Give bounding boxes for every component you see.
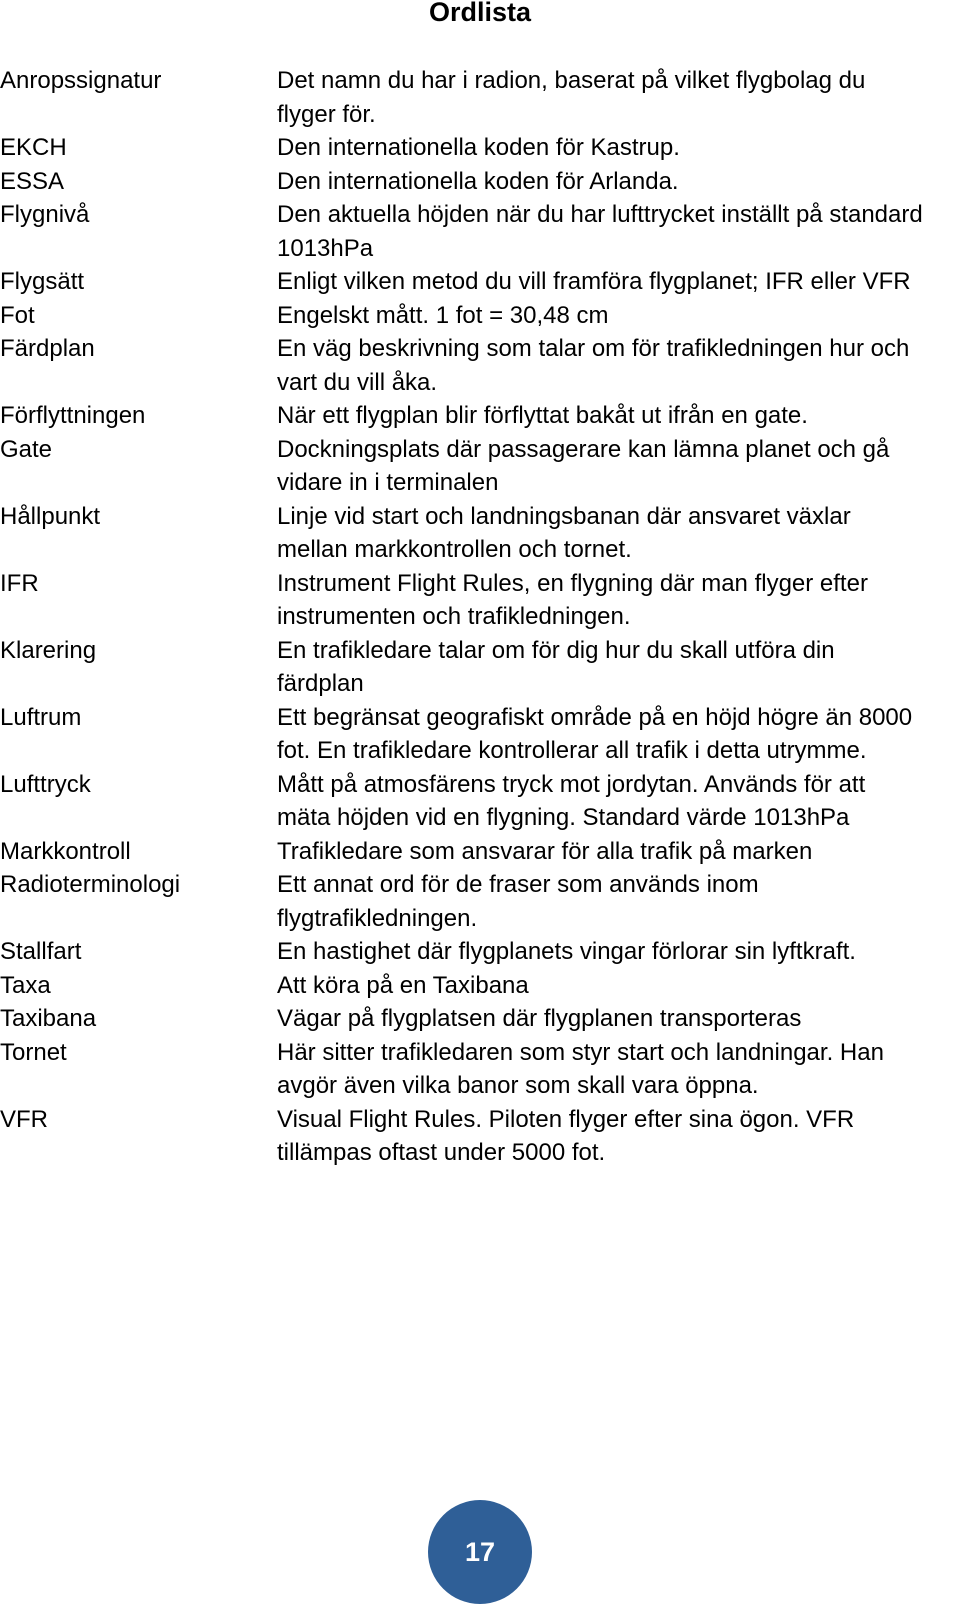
definition-line: vidare in i terminalen [277, 469, 499, 496]
definition-line: flyger för. [277, 100, 376, 128]
definition-line: Instrument Flight Rules, en flygning där man flyger efter [277, 569, 868, 597]
glossary-entry [0, 1002, 960, 1036]
definition-line: Trafikledare som ansvarar för alla trafik på marken [277, 837, 813, 865]
glossary-definition [277, 131, 960, 165]
glossary-entry [0, 332, 960, 399]
glossary-definition [277, 198, 960, 265]
glossary-definition [277, 1103, 960, 1170]
glossary-entry [0, 868, 960, 935]
glossary-entry [0, 567, 960, 634]
definition-line: Att köra på en Taxibana [277, 971, 529, 999]
glossary-definition [277, 868, 960, 935]
definition-line: Dockningsplats där passagerare kan lämna planet och gå [277, 435, 890, 463]
glossary-definition [277, 935, 960, 969]
definition-line: När ett flygplan blir förflyttat bakåt ut ifrån en gate. [277, 402, 808, 429]
glossary-definition [277, 634, 960, 701]
glossary-entry [0, 433, 960, 500]
glossary-entry [0, 165, 960, 199]
glossary-entry [0, 500, 960, 567]
glossary-definition [277, 399, 960, 433]
glossary-definition [277, 1002, 960, 1036]
glossary-entry [0, 265, 960, 299]
definition-line: Enligt vilken metod du vill framföra flygplanet; IFR eller VFR [277, 268, 911, 295]
page-title: Ordlista [428, 0, 532, 27]
glossary-entry [0, 198, 960, 265]
glossary-definition [277, 433, 960, 500]
definition-line: Visual Flight Rules. Piloten flyger efter sina ögon. VFR [277, 1105, 855, 1133]
glossary-term: Lufttryck [0, 770, 91, 798]
definition-line: flygtrafikledningen. [277, 904, 478, 932]
definition-line: 1013hPa [277, 234, 374, 262]
glossary-term: Stallfart [0, 938, 82, 965]
glossary-term: Klarering [0, 636, 97, 664]
page-number-label: 17 [464, 1536, 496, 1567]
page-number-badge [428, 1500, 532, 1604]
definition-line: Ett begränsat geografiskt område på en höjd högre än 8000 [277, 703, 913, 731]
definition-line: mellan markkontrollen och tornet. [277, 536, 632, 563]
glossary-term: Radioterminologi [0, 871, 181, 898]
definition-line: Det namn du har i radion, baserat på vilket flygbolag du [277, 67, 866, 94]
definition-line: tillämpas oftast under 5000 fot. [277, 1139, 606, 1166]
definition-line: En hastighet där flygplanets vingar förlorar sin lyftkraft. [277, 938, 856, 965]
glossary-term: IFR [0, 569, 39, 597]
glossary-definition [277, 500, 960, 567]
definition-line: Den aktuella höjden när du har lufttrycket inställt på standard [277, 201, 923, 228]
definition-line: Den internationella koden för Arlanda. [277, 167, 679, 195]
glossary-definition [277, 1036, 960, 1103]
definition-line: Den internationella koden för Kastrup. [277, 134, 680, 161]
glossary-definition [277, 835, 960, 869]
glossary-definition [277, 701, 960, 768]
glossary-term: EKCH [0, 134, 67, 161]
glossary-definition [277, 165, 960, 199]
glossary-term: Luftrum [0, 703, 82, 731]
glossary-definition [277, 969, 960, 1003]
definition-line: färdplan [277, 670, 364, 697]
glossary-term: Förflyttningen [0, 402, 146, 429]
definition-line: Linje vid start och landningsbanan där ansvaret växlar [277, 502, 851, 530]
glossary-term: Gate [0, 435, 53, 463]
glossary-entry [0, 969, 960, 1003]
glossary-entry [0, 1103, 960, 1170]
definition-line: vart du vill åka. [277, 368, 438, 396]
glossary-term: Taxibana [0, 1005, 97, 1032]
definition-line: En trafikledare talar om för dig hur du skall utföra din [277, 636, 835, 664]
glossary-term: Flygnivå [0, 201, 90, 228]
definition-line: Här sitter trafikledaren som styr start och landningar. Han [277, 1038, 884, 1066]
glossary-term: Flygsätt [0, 268, 85, 295]
definition-line: mäta höjden vid en flygning. Standard värde 1013hPa [277, 804, 850, 831]
definition-line: Vägar på flygplatsen där flygplanen transporteras [277, 1005, 802, 1032]
glossary-entry [0, 835, 960, 869]
glossary-term: Fot [0, 301, 35, 329]
glossary-entry [0, 1036, 960, 1103]
glossary-definition [277, 332, 960, 399]
glossary-definition [277, 768, 960, 835]
glossary-definition [277, 299, 960, 333]
definition-line: En väg beskrivning som talar om för trafikledningen hur och [277, 335, 910, 362]
glossary-term: Markkontroll [0, 837, 131, 865]
glossary-entry [0, 299, 960, 333]
glossary-term: ESSA [0, 167, 65, 195]
glossary-list [0, 64, 960, 1170]
glossary-term: Taxa [0, 971, 51, 999]
definition-line: Engelskt mått. 1 fot = 30,48 cm [277, 301, 609, 329]
glossary-entry [0, 768, 960, 835]
glossary-term: Tornet [0, 1038, 67, 1066]
glossary-entry [0, 935, 960, 969]
definition-line: instrumenten och trafikledningen. [277, 603, 631, 630]
glossary-entry [0, 64, 960, 131]
glossary-definition [277, 265, 960, 299]
definition-line: fot. En trafikledare kontrollerar all trafik i detta utrymme. [277, 737, 867, 764]
glossary-entry [0, 634, 960, 701]
glossary-term: VFR [0, 1105, 48, 1133]
glossary-entry [0, 131, 960, 165]
glossary-entry [0, 399, 960, 433]
glossary-definition [277, 64, 960, 131]
glossary-term: Anropssignatur [0, 67, 162, 94]
glossary-entry [0, 701, 960, 768]
glossary-term: Hållpunkt [0, 502, 101, 530]
definition-line: Mått på atmosfärens tryck mot jordytan. Används för att [277, 770, 866, 798]
definition-line: Ett annat ord för de fraser som används inom [277, 871, 759, 898]
definition-line: avgör även vilka banor som skall vara öppna. [277, 1072, 759, 1099]
glossary-term: Färdplan [0, 335, 95, 362]
glossary-definition [277, 567, 960, 634]
